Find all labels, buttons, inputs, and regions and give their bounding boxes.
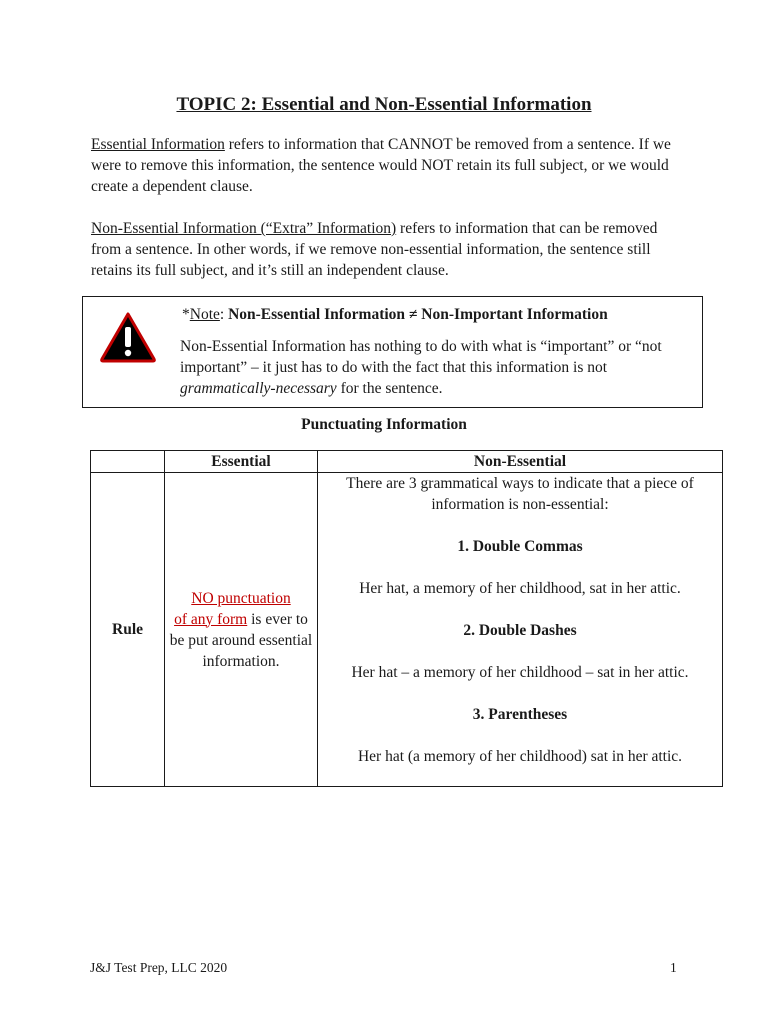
essential-rule-red-2: of any form — [174, 610, 248, 628]
note-body-emphasis: grammatically-necessary — [180, 380, 337, 397]
method-double-commas: 1. Double Commas — [457, 538, 583, 555]
method-name — [318, 704, 722, 725]
non-essential-term: Non-Essential Information (“Extra” Information) — [91, 220, 397, 237]
note-body — [180, 336, 696, 399]
table-header-non-essential: Non-Essential — [318, 451, 723, 473]
method-double-dashes: 2. Double Dashes — [463, 622, 577, 639]
method-example-dashes: Her hat – a memory of her childhood – sat in her attic. — [351, 664, 689, 681]
essential-rule-red-1: NO punctuation — [191, 589, 291, 607]
non-essential-definition-text: refers to information that can be removed from a sentence. In other words, if we remove non-essential information, the sentence still retains its full subject, and it’s still an independent clause. — [91, 220, 658, 279]
method-name — [318, 620, 722, 641]
section-title: Punctuating Information — [301, 416, 467, 433]
note-body-start: Non-Essential Information has nothing to do with what is “important” or “not important” – it just has to do with the fact that this information is not — [180, 338, 662, 376]
method-example-commas: Her hat, a memory of her childhood, sat in her attic. — [359, 580, 681, 597]
note-label: Note — [189, 306, 220, 323]
note-star: * — [182, 306, 190, 323]
note-body-end: for the sentence. — [336, 380, 443, 397]
page-title: TOPIC 2: Essential and Non-Essential Information — [176, 94, 592, 115]
table-header-essential: Essential — [165, 451, 318, 473]
method-parentheses: 3. Parentheses — [472, 706, 568, 723]
essential-rule-text: is ever to be put around essential information. — [169, 610, 313, 670]
warning-triangle-icon — [99, 311, 157, 363]
note-heading-text: Non-Essential Information ≠ Non-Important Information — [228, 306, 608, 323]
essential-definition — [91, 134, 691, 197]
essential-term: Essential Information — [91, 136, 225, 153]
essential-rule-cell — [165, 473, 318, 787]
non-essential-intro: There are 3 grammatical ways to indicate that a piece of information is non-essential: — [346, 475, 694, 513]
footer-copyright: J&J Test Prep, LLC 2020 — [90, 960, 228, 975]
method-example-parentheses: Her hat (a memory of her childhood) sat in her attic. — [357, 748, 683, 765]
note-colon: : — [219, 306, 229, 323]
table-header-empty — [91, 451, 165, 473]
table-row — [91, 473, 723, 787]
non-essential-definition — [91, 218, 691, 281]
table-header-row — [91, 451, 723, 473]
non-essential-rule-cell — [318, 473, 723, 787]
row-label-rule: Rule — [91, 473, 165, 787]
punctuation-table — [90, 450, 723, 787]
method-name — [318, 536, 722, 557]
essential-definition-text: refers to information that CANNOT be removed from a sentence. If we were to remove this information, the sentence would NOT retain its full subject, or we would create a dependent clause. — [91, 136, 671, 195]
footer-page-number: 1 — [670, 960, 677, 975]
note-heading — [182, 306, 608, 324]
note-box — [82, 296, 703, 408]
